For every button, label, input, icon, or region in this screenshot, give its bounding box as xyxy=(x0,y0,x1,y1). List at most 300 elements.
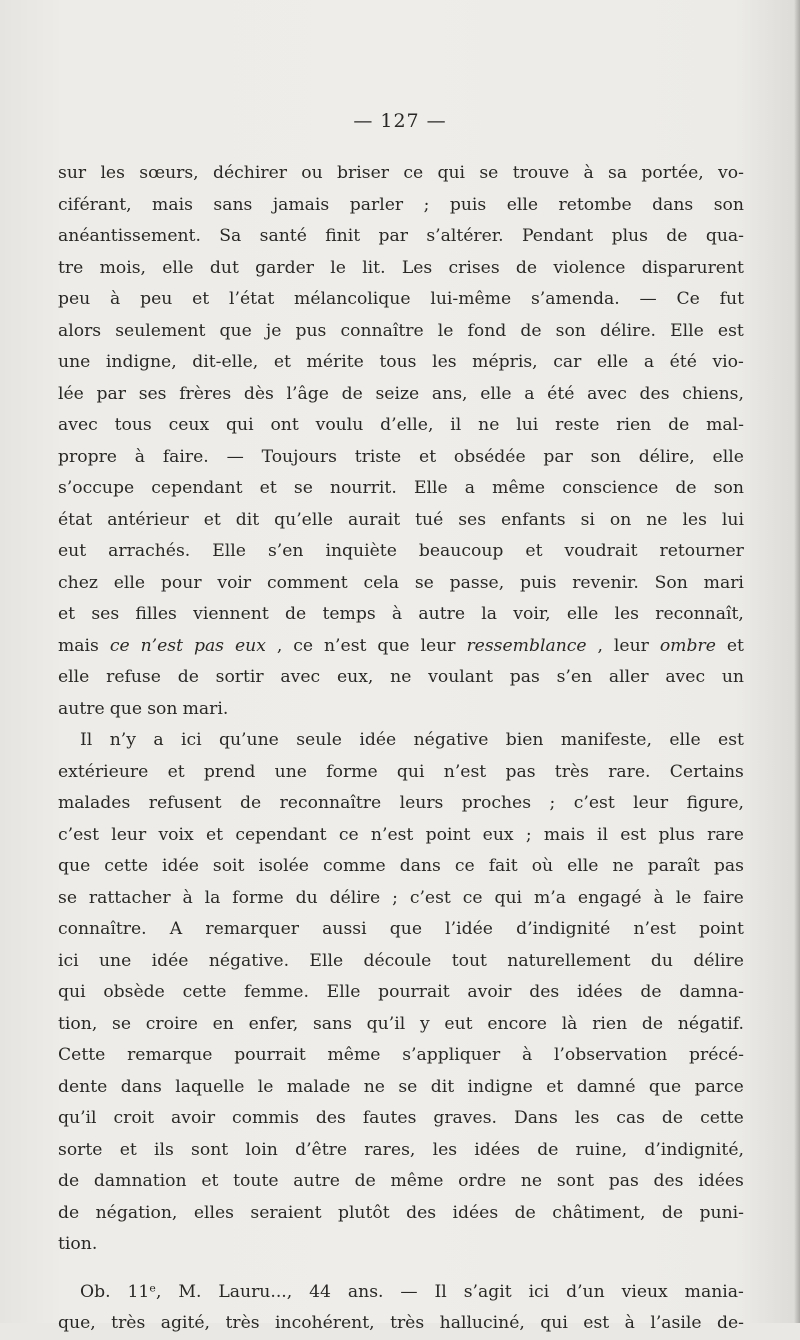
word: chiens, xyxy=(682,383,744,404)
text-line xyxy=(58,914,744,946)
word: à xyxy=(110,289,121,309)
word: et xyxy=(525,541,543,561)
word: qui xyxy=(58,982,86,1002)
word: ses xyxy=(138,383,167,404)
word: ou xyxy=(301,163,323,183)
word: ne xyxy=(520,1171,543,1191)
word: point xyxy=(699,919,744,939)
word: rare. xyxy=(608,761,651,782)
word: eux, xyxy=(336,667,374,687)
word: , xyxy=(276,635,283,656)
word: des xyxy=(529,982,560,1002)
word: malade xyxy=(286,1076,351,1097)
word: arrachés. xyxy=(108,541,191,561)
word: très xyxy=(390,1313,425,1333)
word: vieux xyxy=(621,1281,668,1302)
word: croire xyxy=(145,1013,198,1034)
word: s’appliquer xyxy=(402,1045,501,1065)
word: que xyxy=(389,919,422,939)
word: l’asile xyxy=(650,1313,702,1333)
word: rattacher xyxy=(88,887,171,908)
word: M. xyxy=(178,1281,202,1302)
word: cette xyxy=(700,1108,744,1128)
word: des xyxy=(315,1108,346,1128)
text-line xyxy=(58,820,744,852)
word: indigne, xyxy=(105,352,177,372)
word: l’état xyxy=(229,289,275,309)
word: la xyxy=(481,604,498,624)
word: été xyxy=(669,352,697,372)
word: agité, xyxy=(160,1313,211,1333)
word: idée xyxy=(162,856,199,876)
word: s’occupe xyxy=(58,478,135,498)
word: un xyxy=(721,667,744,687)
word: et xyxy=(546,1076,564,1097)
word: forme xyxy=(326,761,378,782)
word: de xyxy=(661,1202,684,1223)
word: c’est xyxy=(58,824,99,845)
word: a xyxy=(153,730,164,750)
word: est xyxy=(718,730,744,750)
word: que, xyxy=(58,1313,96,1333)
word: disparurent xyxy=(641,257,744,278)
text-line xyxy=(58,788,744,820)
word: aurait xyxy=(347,509,401,530)
word: ce xyxy=(454,856,475,876)
word: c’est xyxy=(573,793,615,813)
word: de xyxy=(666,226,688,246)
word: très xyxy=(554,761,589,782)
word: dit-elle, xyxy=(192,352,259,372)
word: qu’il xyxy=(366,1013,406,1034)
text-line xyxy=(58,1229,744,1261)
word: avec xyxy=(58,415,98,435)
word: de xyxy=(177,667,199,687)
word: de- xyxy=(716,1313,744,1333)
word: y xyxy=(419,1013,430,1034)
word: filles xyxy=(135,604,177,624)
word: précé- xyxy=(688,1045,744,1065)
word: pas xyxy=(193,635,225,656)
text-line xyxy=(58,694,744,726)
word: et xyxy=(201,1171,219,1191)
word: ans. xyxy=(347,1281,384,1302)
text-line xyxy=(58,662,744,694)
word: Elle xyxy=(212,541,246,561)
word: comment xyxy=(266,572,348,593)
text-line xyxy=(58,1308,744,1340)
word: viennent xyxy=(193,604,269,624)
word: à xyxy=(624,1313,635,1333)
word: rien xyxy=(592,1013,628,1034)
text-line xyxy=(58,977,744,1009)
word: de xyxy=(239,793,262,813)
word: ; xyxy=(525,824,532,845)
word: pas xyxy=(608,1171,639,1191)
word: idées xyxy=(452,1202,499,1223)
word: obsédée xyxy=(453,446,526,467)
word: lit. xyxy=(362,257,386,278)
word: cas xyxy=(616,1108,645,1128)
word: là xyxy=(561,1013,578,1034)
word: commis xyxy=(232,1108,299,1128)
word: tout xyxy=(451,950,487,971)
word: voix xyxy=(158,824,194,845)
word: sont xyxy=(191,1139,229,1160)
word: tion. xyxy=(58,1234,98,1254)
word: même xyxy=(492,478,546,498)
word: a xyxy=(643,352,655,372)
word: parler xyxy=(349,194,404,215)
word: seule xyxy=(296,730,342,750)
word: n’est xyxy=(443,761,487,782)
word: Il xyxy=(434,1281,447,1302)
word: n’est xyxy=(323,635,367,656)
word: négative. xyxy=(208,950,290,971)
word: c’est xyxy=(409,887,451,908)
word: 44 xyxy=(309,1281,331,1302)
word: Les xyxy=(401,257,433,278)
word: reste xyxy=(555,415,600,435)
word: leur xyxy=(613,635,649,656)
word: obsède xyxy=(103,982,165,1002)
word: je xyxy=(265,320,282,341)
text-line xyxy=(58,536,744,568)
word: son xyxy=(713,194,744,215)
word: parce xyxy=(694,1076,744,1097)
word: m’a xyxy=(533,887,566,908)
word: que xyxy=(219,320,252,341)
word: ordre xyxy=(458,1171,507,1191)
word: seize xyxy=(375,383,420,404)
word: ce xyxy=(403,163,424,183)
word: se xyxy=(58,887,77,908)
word: mais xyxy=(152,194,193,215)
word: garder xyxy=(255,257,314,278)
word: Cette xyxy=(58,1045,106,1065)
text-line xyxy=(58,1135,744,1167)
word: se xyxy=(293,478,313,498)
word: elle xyxy=(566,604,599,624)
word: dès xyxy=(243,383,274,404)
word: est xyxy=(583,1313,610,1333)
text-line xyxy=(58,1166,744,1198)
word: s’amenda. xyxy=(530,289,620,309)
word: Ce xyxy=(676,289,700,309)
word: ressemblance xyxy=(466,635,587,656)
word: s’en xyxy=(556,667,593,687)
text-line xyxy=(58,757,744,789)
word: prend xyxy=(203,761,256,782)
word: crises xyxy=(448,257,500,278)
word: son xyxy=(555,320,586,341)
word: cette xyxy=(182,982,227,1002)
word: leur xyxy=(111,824,147,845)
word: qui xyxy=(226,415,254,435)
word: une xyxy=(98,950,132,971)
word: ce xyxy=(338,824,359,845)
word: si xyxy=(580,509,595,530)
word: damnation xyxy=(93,1171,187,1191)
word: elle xyxy=(669,730,701,750)
word: sans xyxy=(213,194,253,215)
word: une xyxy=(58,352,91,372)
word: triste xyxy=(354,446,402,467)
word: n’est xyxy=(370,824,414,845)
word: en xyxy=(212,1013,234,1034)
word: faire. xyxy=(162,446,209,467)
word: sans xyxy=(312,1013,352,1034)
word: voulu xyxy=(315,415,364,435)
word: passe, xyxy=(449,572,505,593)
word: encore xyxy=(487,1013,547,1034)
word: avec xyxy=(665,667,706,687)
word: dans xyxy=(652,194,694,215)
word: idées xyxy=(698,1171,744,1191)
word: où xyxy=(531,856,554,876)
word: puis xyxy=(520,572,557,593)
word: elle xyxy=(162,257,194,278)
body-text xyxy=(58,158,744,1340)
word: s’en xyxy=(267,541,304,561)
word: Elle xyxy=(326,982,361,1002)
word: du xyxy=(295,887,318,908)
word: que xyxy=(377,635,410,656)
word: leur xyxy=(633,793,669,813)
word: négative xyxy=(413,730,489,750)
word: déchirer xyxy=(212,163,287,183)
word: et xyxy=(119,1139,137,1160)
word: ceux xyxy=(168,415,210,435)
word: a xyxy=(464,478,476,498)
word: par xyxy=(378,226,408,246)
word: d’être xyxy=(295,1139,347,1160)
text-line xyxy=(58,631,744,663)
word: voir xyxy=(217,572,252,593)
word: bien xyxy=(505,730,544,750)
word: le xyxy=(437,320,454,341)
word: retourner xyxy=(659,541,744,561)
word: seulement xyxy=(115,320,206,341)
word: l’idée xyxy=(445,919,493,939)
word: proches xyxy=(461,793,532,813)
word: ce xyxy=(293,635,314,656)
word: l’observation xyxy=(553,1045,668,1065)
word: propre xyxy=(58,446,117,467)
word: ce xyxy=(462,887,483,908)
word: dente xyxy=(58,1076,108,1097)
word: de xyxy=(341,383,363,404)
word: peu xyxy=(58,289,91,309)
word: beaucoup xyxy=(418,541,504,561)
word: même xyxy=(327,1045,381,1065)
word: elles xyxy=(193,1202,234,1223)
text-line xyxy=(58,946,744,978)
word: enfants xyxy=(500,509,566,530)
word: ici xyxy=(528,1281,550,1302)
word: tué xyxy=(415,509,444,530)
word: il xyxy=(450,415,462,435)
word: les xyxy=(432,352,457,372)
word: à xyxy=(583,163,594,183)
word: il xyxy=(597,824,609,845)
text-line xyxy=(58,347,744,379)
word: pourrait xyxy=(378,982,450,1002)
word: reconnaître xyxy=(279,793,382,813)
word: ne xyxy=(478,415,500,435)
word: plus xyxy=(658,824,695,845)
word: revenir. xyxy=(572,572,639,593)
word: n’est xyxy=(633,919,676,939)
word: ce xyxy=(109,635,130,656)
word: avec xyxy=(587,383,627,404)
word: eux xyxy=(482,824,514,845)
word: pourrait xyxy=(234,1045,306,1065)
word: autre xyxy=(418,604,466,624)
word: figure, xyxy=(686,793,744,813)
text-line xyxy=(58,1040,744,1072)
word: — xyxy=(226,446,244,467)
word: temps xyxy=(322,604,376,624)
word: ses xyxy=(91,604,120,624)
word: de xyxy=(515,257,538,278)
word: son xyxy=(713,478,744,498)
word: dans xyxy=(120,1076,162,1097)
text-line xyxy=(58,1198,744,1230)
word: mari xyxy=(703,572,744,593)
word: damna- xyxy=(679,982,744,1002)
word: état xyxy=(58,509,93,530)
word: le xyxy=(257,1076,274,1097)
word: soit xyxy=(212,856,245,876)
word: lui-même xyxy=(430,289,512,309)
word: cela xyxy=(363,572,400,593)
word: frères xyxy=(179,383,232,404)
word: Pendant xyxy=(521,226,594,246)
word: du xyxy=(650,950,673,971)
word: avoir xyxy=(171,1108,216,1128)
word: tous xyxy=(114,415,152,435)
word: cependant xyxy=(235,824,327,845)
word: la xyxy=(204,887,221,908)
word: rien xyxy=(616,415,652,435)
word: enfer, xyxy=(248,1013,299,1034)
word: sœurs, xyxy=(139,163,199,183)
text-line xyxy=(58,568,744,600)
word: extérieure xyxy=(58,761,149,782)
word: ont xyxy=(270,415,299,435)
word: que xyxy=(109,698,143,719)
word: Sa xyxy=(219,226,242,246)
word: négatif. xyxy=(677,1013,744,1034)
word: autre xyxy=(293,1171,340,1191)
word: et xyxy=(205,824,224,845)
word: idée xyxy=(359,730,397,750)
text-line xyxy=(58,725,744,757)
word: eut xyxy=(58,541,87,561)
word: très xyxy=(225,1313,260,1333)
word: Son xyxy=(654,572,688,593)
word: à xyxy=(134,446,146,467)
word: idées xyxy=(576,982,623,1002)
word: qu’une xyxy=(218,730,279,750)
word: à xyxy=(521,1045,533,1065)
word: point xyxy=(425,824,471,845)
word: de xyxy=(661,1108,684,1128)
word: le xyxy=(330,257,346,278)
word: chez xyxy=(58,572,98,593)
word: lui xyxy=(721,509,744,530)
word: par xyxy=(96,383,126,404)
word: pas xyxy=(505,761,536,782)
word: d’un xyxy=(566,1281,605,1302)
word: est xyxy=(717,320,744,341)
word: connaître. xyxy=(58,919,147,939)
word: ne xyxy=(390,667,412,687)
word: car xyxy=(553,352,582,372)
word: elle xyxy=(58,667,90,687)
word: d’indignité xyxy=(516,919,611,939)
word: trouve xyxy=(512,163,570,183)
word: elle xyxy=(480,383,512,404)
word: et xyxy=(273,352,291,372)
word: ; xyxy=(549,793,556,813)
word: délire, xyxy=(638,446,695,467)
word: rare xyxy=(707,824,744,845)
word: mais xyxy=(543,824,585,845)
word: aussi xyxy=(322,919,367,939)
word: jamais xyxy=(272,194,330,215)
word: plus xyxy=(611,226,648,246)
text-line xyxy=(58,599,744,631)
word: ne xyxy=(646,509,668,530)
word: manifeste, xyxy=(560,730,652,750)
word: tous xyxy=(379,352,417,372)
word: malades xyxy=(58,793,131,813)
word: dit xyxy=(430,1076,455,1097)
word: sorte xyxy=(58,1139,103,1160)
word: lui xyxy=(516,415,539,435)
word: de xyxy=(514,1202,536,1223)
word: l’âge xyxy=(286,383,329,404)
word: dut xyxy=(209,257,239,278)
word: qui xyxy=(540,1313,568,1333)
word: des xyxy=(406,1202,437,1223)
word: qui xyxy=(494,887,523,908)
word: — xyxy=(639,289,657,309)
word: négation, xyxy=(95,1202,178,1223)
word: idée xyxy=(151,950,189,971)
text-line xyxy=(58,410,744,442)
word: ruine, xyxy=(575,1139,628,1160)
word: de xyxy=(668,415,690,435)
word: de xyxy=(58,1202,80,1223)
word: idées xyxy=(474,1139,520,1160)
word: et xyxy=(726,635,744,656)
word: tre xyxy=(58,257,84,278)
word: elle xyxy=(113,572,146,593)
word: ans, xyxy=(431,383,468,404)
word: peu xyxy=(140,289,173,309)
word: voir, xyxy=(513,604,551,624)
word: 11ᵉ, xyxy=(127,1281,162,1302)
word: sortir xyxy=(215,667,264,687)
text-line xyxy=(58,505,744,537)
word: leurs xyxy=(399,793,444,813)
word: remarquer xyxy=(205,919,299,939)
word: sur xyxy=(58,163,87,183)
word: , xyxy=(597,635,603,656)
